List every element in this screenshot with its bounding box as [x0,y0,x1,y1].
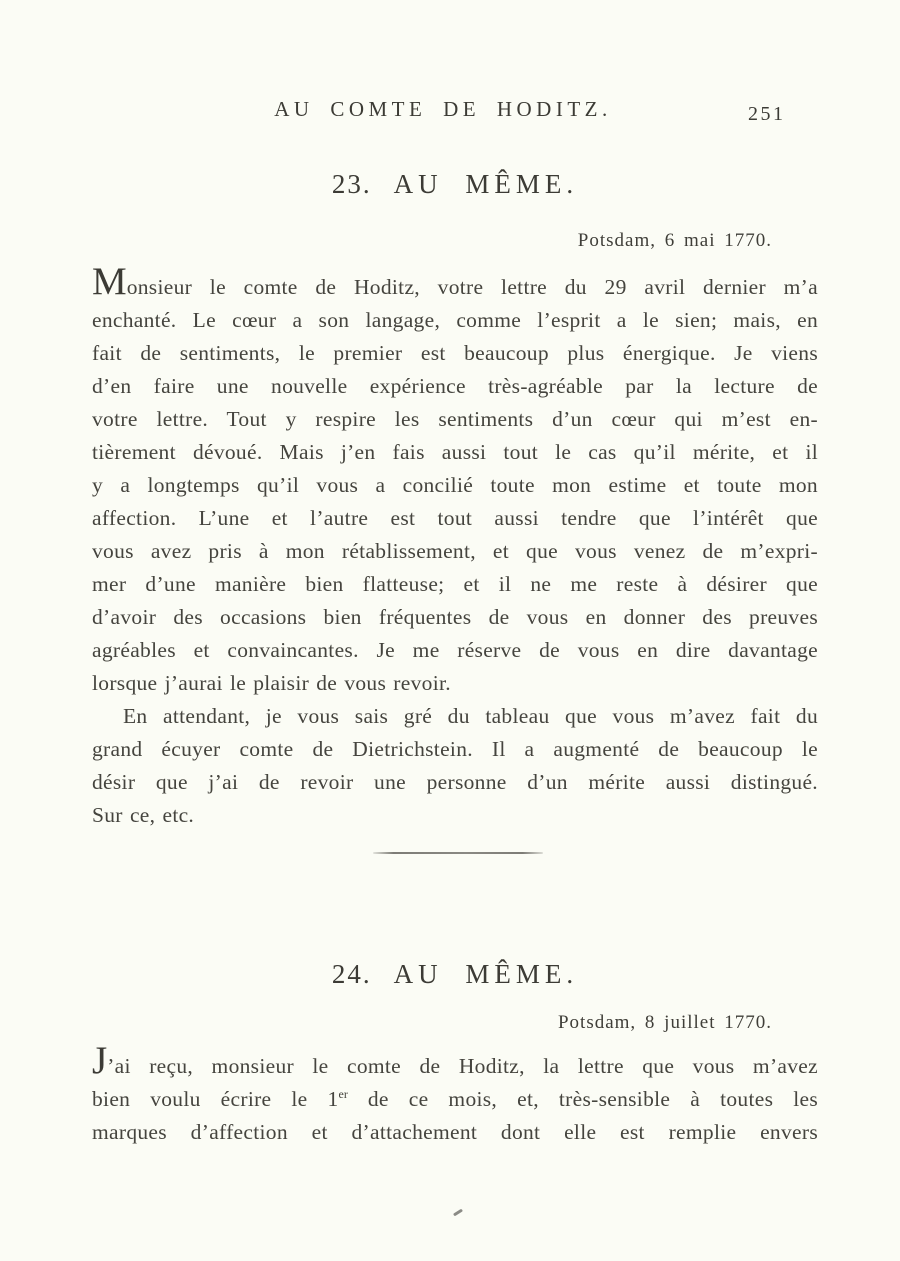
superscript-ordinal: er [338,1087,348,1101]
drop-initial: J [92,1039,108,1082]
text-segment: bien voulu écrire le 1 [92,1087,339,1111]
letter-24-number: 24. [331,959,372,989]
running-header-title: AU COMTE DE HODITZ. [274,97,612,121]
page-number: 251 [748,103,786,125]
text-line: d’avoir des occasions bien fréquentes de vous en donner des preuves [92,605,818,629]
text-line [92,1039,818,1083]
text-line [92,260,818,304]
section-divider [373,852,543,854]
text-line: vous avez pris à mon rétablissement, et que vous venez de m’expri- [92,539,818,563]
press-mark [453,1209,463,1217]
text-line: grand écuyer comte de Dietrichstein. Il a augmenté de beaucoup le [92,737,818,761]
text-line [92,1083,818,1116]
letter-23-dateline: Potsdam, 6 mai 1770. [577,230,772,251]
text-line: tièrement dévoué. Mais j’en fais aussi tout le cas qu’il mérite, et il [92,440,818,464]
text-segment: de ce mois, et, très-sensible à toutes les [347,1087,819,1111]
letter-23-title: AU MÊME. [393,169,579,199]
letter-23-heading [92,171,818,198]
letter-23-number: 23. [331,169,372,199]
text-line: En attendant, je vous sais gré du tableau que vous m’avez fait du [123,704,818,728]
text-line: agréables et convaincantes. Je me réserve de vous en dire davantage [92,638,818,662]
text-line: fait de sentiments, le premier est beaucoup plus énergique. Je viens [92,341,818,365]
letter-24-heading [92,961,818,988]
text-line: d’en faire une nouvelle expérience très-agréable par la lecture de [92,374,818,398]
text-line: y a longtemps qu’il vous a concilié toute mon estime et toute mon [92,473,818,497]
letter-23-body [92,260,818,832]
text-line-rest: onsieur le comte de Hoditz, votre lettre du 29 avril dernier m’a [126,275,818,299]
letter-24-title: AU MÊME. [393,959,579,989]
text-line: affection. L’une et l’autre est tout aussi tendre que l’intérêt que [92,506,818,530]
text-line: mer d’une manière bien flatteuse; et il ne me reste à désirer que [92,572,818,596]
text-line: lorsque j’aurai le plaisir de vous revoir. [92,671,451,695]
drop-initial: M [92,260,127,303]
letter-24-dateline: Potsdam, 8 juillet 1770. [557,1012,772,1033]
text-line: votre lettre. Tout y respire les sentiments d’un cœur qui m’est en- [92,407,818,431]
text-line: enchanté. Le cœur a son langage, comme l’esprit a le sien; mais, en [92,308,818,332]
text-line: désir que j’ai de revoir une personne d’un mérite aussi distingué. [92,770,818,794]
letter-24-body [92,1039,819,1149]
text-line: marques d’affection et d’attachement dont elle est remplie envers [92,1120,818,1144]
text-line-rest: ’ai reçu, monsieur le comte de Hoditz, la lettre que vous m’avez [107,1054,818,1078]
text-line: Sur ce, etc. [92,803,195,827]
